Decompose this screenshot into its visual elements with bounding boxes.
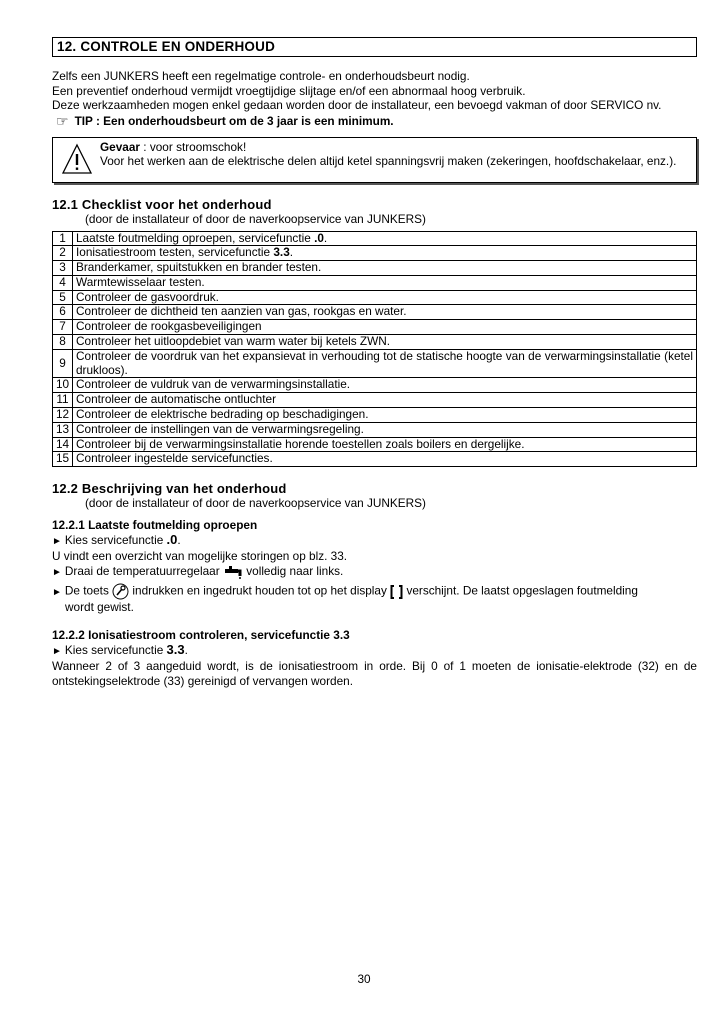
table-row — [53, 335, 697, 350]
row-number: 13 — [53, 422, 73, 437]
s2-l1-text: Kies servicefunctie — [64, 643, 167, 658]
description-subtitle: (door de installateur of door de naverkoopservice van JUNKERS) — [85, 496, 426, 511]
row-text — [73, 422, 697, 437]
row-text-main: Branderkamer, spuitstukken en brander testen. — [76, 260, 322, 275]
row-number: 15 — [53, 452, 73, 467]
warning-triangle-icon — [61, 143, 93, 175]
tip — [52, 114, 697, 128]
s2-l1-code: 3.3 — [166, 642, 185, 658]
row-text — [73, 393, 697, 408]
row-text-main: Controleer de instellingen van de verwarmingsregeling. — [76, 421, 364, 436]
row-text — [73, 275, 697, 290]
row-number: 8 — [53, 335, 73, 350]
tip-text: TIP : Een onderhoudsbeurt om de 3 jaar is een minimum. — [74, 113, 394, 128]
row-number: 5 — [53, 290, 73, 305]
page-content — [52, 37, 697, 689]
table-row — [53, 452, 697, 467]
table-row — [53, 408, 697, 423]
s1-line-4-cont: wordt gewist. — [65, 600, 134, 615]
row-text-main: Controleer de gasvoordruk. — [76, 289, 219, 304]
row-text-main: Controleer ingestelde servicefuncties. — [76, 451, 273, 466]
row-text — [73, 261, 697, 276]
s2-l1-post: . — [184, 643, 188, 658]
row-number: 10 — [53, 378, 73, 393]
row-text — [73, 246, 697, 261]
row-text — [73, 290, 697, 305]
table-row — [53, 349, 697, 378]
s2-line-2: Wanneer 2 of 3 aangeduid wordt, is de ionisatiestroom in orde. Bij 0 of 1 moeten de ionisatie-elektrode (32) en de ontstekingselektrode (33) gereinigd of vervangen worden. — [52, 659, 697, 689]
warning-label: Gevaar — [100, 139, 141, 154]
row-number: 9 — [53, 349, 73, 378]
row-text-post: . — [323, 230, 328, 245]
arrow-right-icon: ► — [52, 586, 62, 598]
warning-text — [100, 140, 692, 168]
arrow-right-icon: ► — [52, 567, 62, 579]
s1-line-2: U vindt een overzicht van mogelijke storingen op blz. 33. — [52, 549, 348, 564]
row-text-main: Controleer de automatische ontluchter — [76, 392, 277, 407]
s1-l4-text: De toets — [64, 583, 109, 598]
tap-temperature-icon — [223, 566, 243, 579]
table-row — [53, 231, 697, 246]
row-number: 3 — [53, 261, 73, 276]
checklist-table — [52, 231, 697, 468]
warning-label-rest: : voor stroomschok! — [140, 139, 247, 154]
row-number: 12 — [53, 408, 73, 423]
row-text — [73, 452, 697, 467]
s1-l1-text: Kies servicefunctie — [64, 533, 167, 548]
table-row — [53, 437, 697, 452]
s1-line-3 — [52, 564, 697, 580]
table-row — [53, 320, 697, 335]
intro-line-3: Deze werkzaamheden mogen enkel gedaan worden door de installateur, een bevoegd vakman of door SERVICO nv. — [52, 98, 662, 112]
row-text-main: Controleer de vuldruk van de verwarmingsinstallatie. — [76, 377, 351, 392]
warning-body: Voor het werken aan de elektrische delen altijd ketel spanningsvrij maken (zekeringen, hoofdschakelaar, enz.). — [100, 153, 677, 168]
arrow-right-icon: ► — [52, 536, 62, 548]
row-number: 11 — [53, 393, 73, 408]
row-text-main: Controleer de rookgasbeveiligingen — [76, 319, 262, 334]
row-number: 6 — [53, 305, 73, 320]
arrow-right-icon: ► — [52, 646, 62, 658]
row-text — [73, 437, 697, 452]
row-text-main: Controleer de voordruk van het expansievat in verhouding tot de statische hoogte van de verwarmingsinstallatie (ketel drukloos). — [76, 348, 693, 377]
row-service-code: 3.3 — [273, 245, 290, 260]
intro-line-1: Zelfs een JUNKERS heeft een regelmatige controle- en onderhoudsbeurt nodig. — [52, 69, 470, 83]
pointing-hand-icon: ☞ — [56, 112, 69, 129]
table-row — [53, 393, 697, 408]
s1-l3-text: Draai de temperatuurregelaar — [64, 564, 220, 579]
row-number: 2 — [53, 246, 73, 261]
row-text — [73, 408, 697, 423]
s2-line-1 — [52, 642, 697, 659]
row-service-code: .0 — [314, 230, 324, 245]
row-number: 14 — [53, 437, 73, 452]
s1-line-4 — [52, 583, 697, 600]
table-row — [53, 246, 697, 261]
row-text — [73, 335, 697, 350]
row-text — [73, 378, 697, 393]
page-number: 30 — [357, 972, 371, 986]
row-text-main: Ionisatiestroom testen, servicefunctie — [76, 245, 274, 260]
row-text — [73, 349, 697, 378]
s1-l1-post: . — [177, 533, 181, 548]
subsection-1-title: 12.2.1 Laatste foutmelding oproepen — [52, 518, 258, 533]
row-text — [73, 305, 697, 320]
row-text — [73, 320, 697, 335]
row-text-main: Controleer bij de verwarmingsinstallatie horende toestellen zoals boilers en dergelijke. — [76, 436, 525, 451]
checklist-subtitle: (door de installateur of door de naverkoopservice van JUNKERS) — [85, 211, 426, 226]
display-brackets-icon — [390, 585, 403, 599]
intro — [52, 69, 697, 128]
row-text-main: Warmtewisselaar testen. — [76, 274, 205, 289]
row-number: 7 — [53, 320, 73, 335]
s1-l1-code: .0 — [166, 532, 178, 548]
table-row — [53, 275, 697, 290]
table-row — [53, 261, 697, 276]
row-text-main: Controleer de dichtheid ten aanzien van gas, rookgas en water. — [76, 304, 407, 319]
row-text — [73, 231, 697, 246]
warning-box — [52, 137, 697, 183]
table-row — [53, 422, 697, 437]
row-number: 4 — [53, 275, 73, 290]
table-row — [53, 305, 697, 320]
row-text-main: Controleer het uitloopdebiet van warm water bij ketels ZWN. — [76, 334, 391, 349]
service-key-icon — [112, 583, 129, 600]
s1-line-1 — [52, 532, 697, 549]
section-title: 12. CONTROLE EN ONDERHOUD — [52, 37, 697, 57]
s1-l4-post: verschijnt. De laatst opgeslagen foutmelding — [406, 583, 638, 598]
intro-line-2: Een preventief onderhoud vermijdt vroegtijdige slijtage en/of een abnormaal hoog verbruik. — [52, 83, 526, 98]
row-text-main: Controleer de elektrische bedrading op beschadigingen. — [76, 407, 369, 422]
s1-l4-mid: indrukken en ingedrukt houden tot op het display — [132, 583, 387, 598]
checklist-title: 12.1 Checklist voor het onderhoud — [52, 196, 272, 212]
row-text-post: . — [289, 245, 294, 260]
row-text-main: Laatste foutmelding oproepen, servicefunctie — [76, 230, 315, 245]
description-title: 12.2 Beschrijving van het onderhoud — [52, 481, 287, 497]
table-row — [53, 378, 697, 393]
table-row — [53, 290, 697, 305]
row-number: 1 — [53, 231, 73, 246]
s1-l3-post: volledig naar links. — [246, 564, 344, 579]
subsection-2-title: 12.2.2 Ionisatiestroom controleren, servicefunctie 3.3 — [52, 628, 350, 643]
